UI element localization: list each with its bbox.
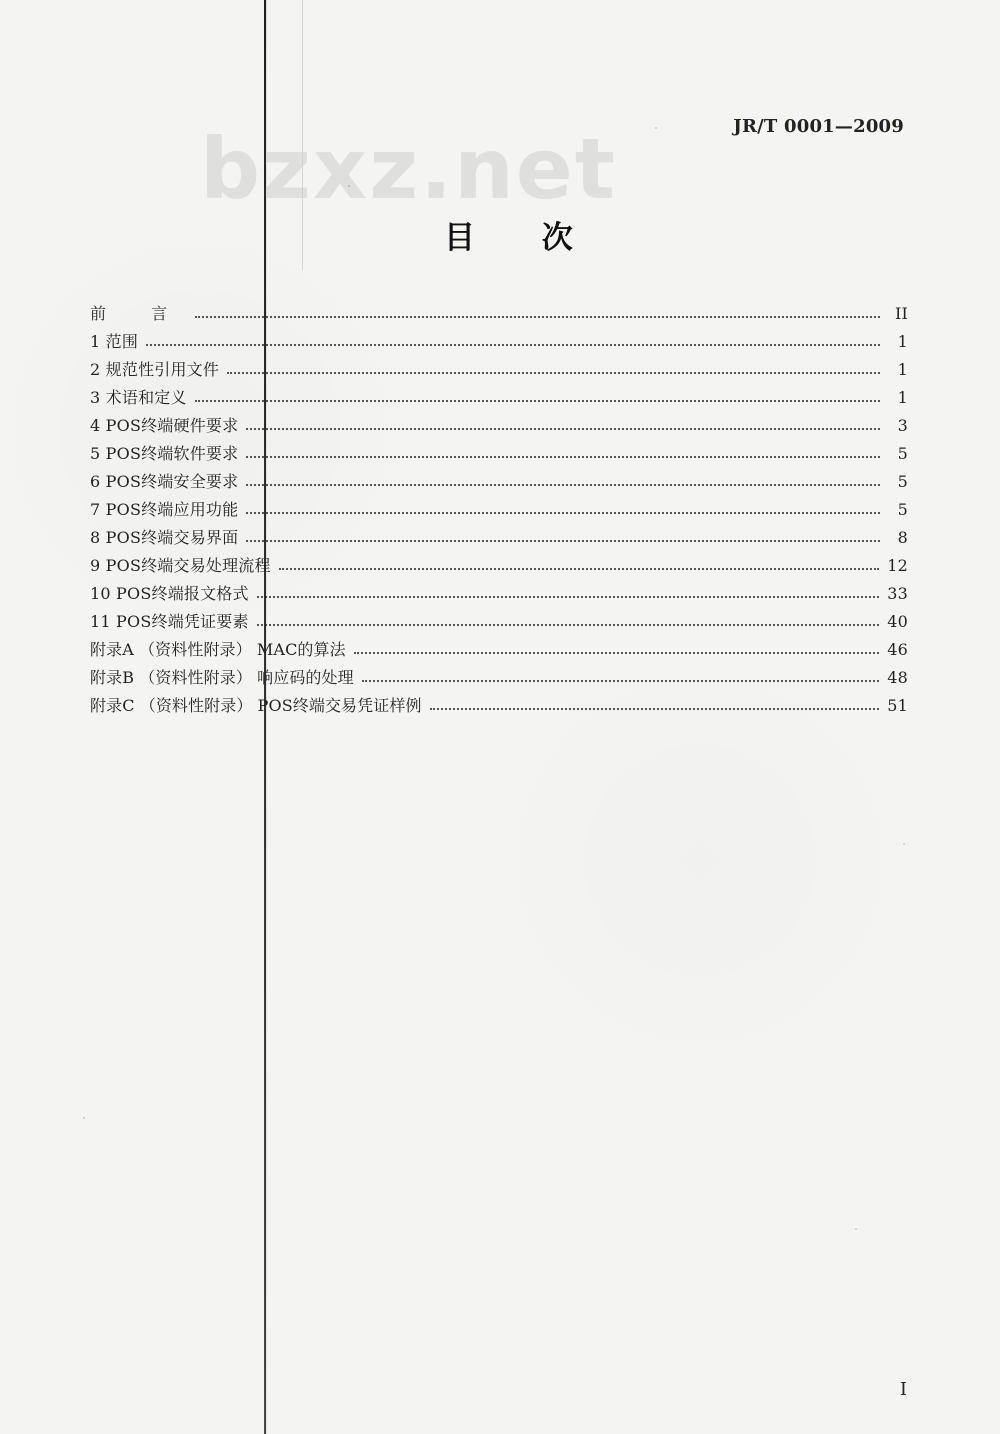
toc-page-number: 1: [897, 360, 908, 379]
toc-title: 目 次: [444, 220, 601, 256]
toc-row-transaction-interface: [90, 518, 908, 546]
toc-page-number: 1: [897, 388, 908, 407]
toc-page-number: 3: [897, 416, 908, 435]
toc-leader-dots: [146, 343, 880, 346]
toc-label: 3 术语和定义: [90, 388, 187, 407]
toc-label: 8 POS终端交易界面: [90, 528, 239, 547]
page-number: I: [899, 1379, 907, 1400]
scan-speck: [83, 1117, 85, 1119]
toc-page-number: 1: [897, 332, 908, 351]
toc-row-security: [90, 462, 908, 490]
toc-leader-dots: [246, 427, 880, 430]
toc-label: 2 规范性引用文件: [90, 360, 220, 379]
toc-row-annex-b: [90, 658, 908, 686]
scan-speck: [348, 185, 350, 187]
toc-row-terms-definitions: [90, 378, 908, 406]
toc-row-scope: [90, 322, 908, 350]
toc-page-number: 8: [897, 528, 908, 547]
toc-leader-dots: [257, 623, 880, 626]
toc-page-number: 48: [887, 668, 908, 687]
toc-row-annex-c: [90, 686, 908, 714]
toc-leader-dots: [246, 483, 880, 486]
toc-row-annex-a: [90, 630, 908, 658]
toc-label: 1 范围: [90, 332, 139, 351]
toc-label: 4 POS终端硬件要求: [90, 416, 239, 435]
toc-label: 附录A （资料性附录） MAC的算法: [90, 640, 346, 659]
document-code: JR/T 0001—2009: [733, 116, 904, 137]
toc-row-application-functions: [90, 490, 908, 518]
toc-page-number: 51: [887, 696, 908, 715]
toc-row-hardware: [90, 406, 908, 434]
toc-label: 5 POS终端软件要求: [90, 444, 239, 463]
toc-leader-dots: [195, 399, 880, 402]
toc-label: 前 言: [90, 304, 188, 323]
toc-leader-dots: [227, 371, 880, 374]
scan-speck: [903, 843, 905, 845]
toc-leader-dots: [257, 595, 880, 598]
toc-page-number: II: [894, 304, 908, 323]
toc-leader-dots: [354, 651, 880, 654]
table-of-contents: [90, 294, 908, 714]
scan-speck: [855, 1228, 857, 1230]
toc-label: 10 POS终端报文格式: [90, 584, 249, 603]
toc-leader-dots: [362, 679, 880, 682]
toc-leader-dots: [279, 567, 880, 570]
toc-page-number: 12: [887, 556, 908, 575]
toc-row-message-format: [90, 574, 908, 602]
toc-row-foreword: [90, 294, 908, 322]
toc-leader-dots: [246, 539, 880, 542]
watermark: bzxz.net: [200, 120, 617, 218]
toc-page-number: 5: [897, 472, 908, 491]
toc-label: 11 POS终端凭证要素: [90, 612, 249, 631]
toc-row-normative-references: [90, 350, 908, 378]
toc-page-number: 33: [887, 584, 908, 603]
toc-leader-dots: [246, 455, 880, 458]
toc-page-number: 5: [897, 500, 908, 519]
toc-page-number: 40: [887, 612, 908, 631]
toc-row-processing-flow: [90, 546, 908, 574]
toc-label: 7 POS终端应用功能: [90, 500, 239, 519]
toc-label: 9 POS终端交易处理流程: [90, 556, 271, 575]
scan-speck: [655, 127, 657, 129]
toc-leader-dots: [430, 707, 880, 710]
toc-label: 附录C （资料性附录） POS终端交易凭证样例: [90, 696, 422, 715]
toc-row-voucher-elements: [90, 602, 908, 630]
toc-leader-dots: [195, 315, 880, 318]
toc-page-number: 46: [887, 640, 908, 659]
toc-page-number: 5: [897, 444, 908, 463]
toc-label: 6 POS终端安全要求: [90, 472, 239, 491]
toc-leader-dots: [246, 511, 880, 514]
toc-label: 附录B （资料性附录） 响应码的处理: [90, 668, 354, 687]
toc-row-software: [90, 434, 908, 462]
